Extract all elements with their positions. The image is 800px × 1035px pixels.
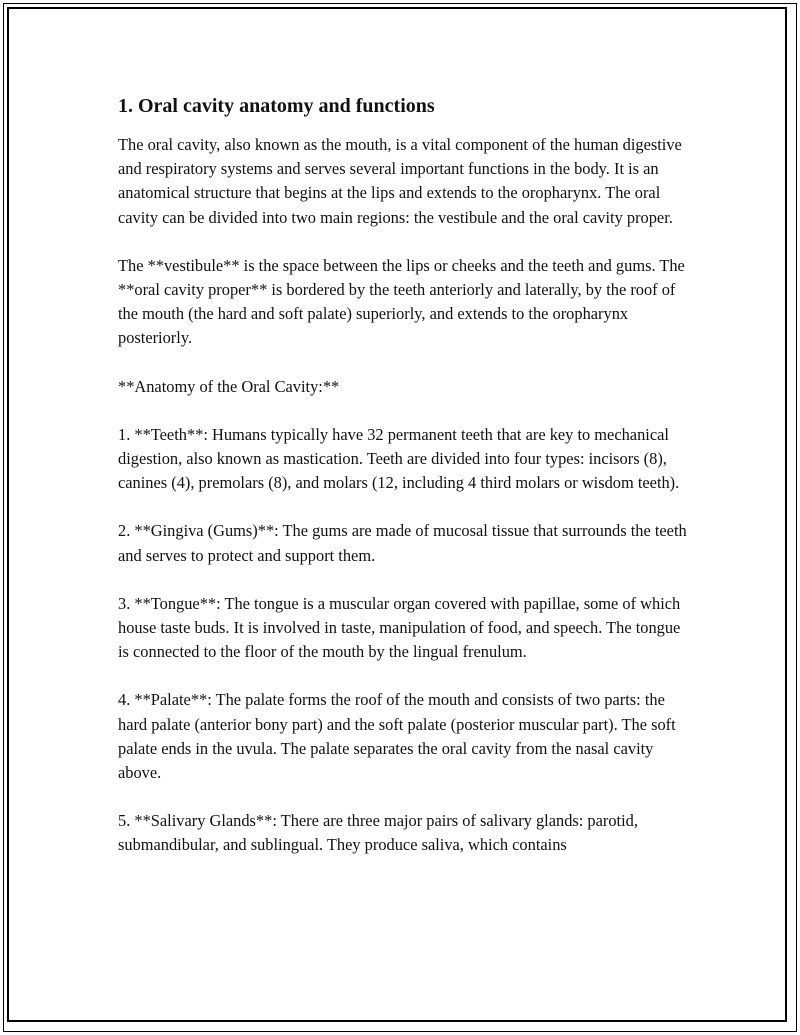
document-body <box>118 93 688 933</box>
paragraph-teeth: 1. **Teeth**: Humans typically have 32 permanent teeth that are key to mechanical digestion, also known as mastication. Teeth are divided into four types: incisors (8), canines (4), premolars (8), and molars (12, including 4 third molars or wisdom teeth). <box>118 424 680 493</box>
paragraph-anatomy-heading: **Anatomy of the Oral Cavity:** <box>118 376 340 396</box>
paragraph-salivary-glands: 5. **Salivary Glands**: There are three major pairs of salivary glands: parotid, submandibular, and sublingual. They produce saliva, which contains <box>118 811 638 855</box>
paragraph-palate: 4. **Palate**: The palate forms the roof of the mouth and consists of two parts: the hard palate (anterior bony part) and the soft palate (posterior muscular part). The soft palate ends in the uvula. The palate separates the oral cavity from the nasal cavity above. <box>118 690 676 783</box>
paragraph-gingiva: 2. **Gingiva (Gums)**: The gums are made of mucosal tissue that surrounds the teeth and serves to protect and support them. <box>118 521 687 565</box>
paragraph-intro: The oral cavity, also known as the mouth, is a vital component of the human digestive and respiratory systems and serves several important functions in the body. It is an anatomical structure that begins at the lips and extends to the oropharynx. The oral cavity can be divided into two main regions: the vestibule and the oral cavity proper. <box>118 135 682 227</box>
paragraph-tongue: 3. **Tongue**: The tongue is a muscular organ covered with papillae, some of which house taste buds. It is involved in taste, manipulation of food, and speech. The tongue is connected to the floor of the mouth by the lingual frenulum. <box>118 593 681 662</box>
paragraph-vestibule: The **vestibule** is the space between the lips or cheeks and the teeth and gums. The **oral cavity proper** is bordered by the teeth anteriorly and laterally, by the roof of the mouth (the hard and soft palate) superiorly, and extends to the oropharynx posteriorly. <box>118 255 685 348</box>
section-heading: 1. Oral cavity anatomy and functions <box>118 95 435 117</box>
